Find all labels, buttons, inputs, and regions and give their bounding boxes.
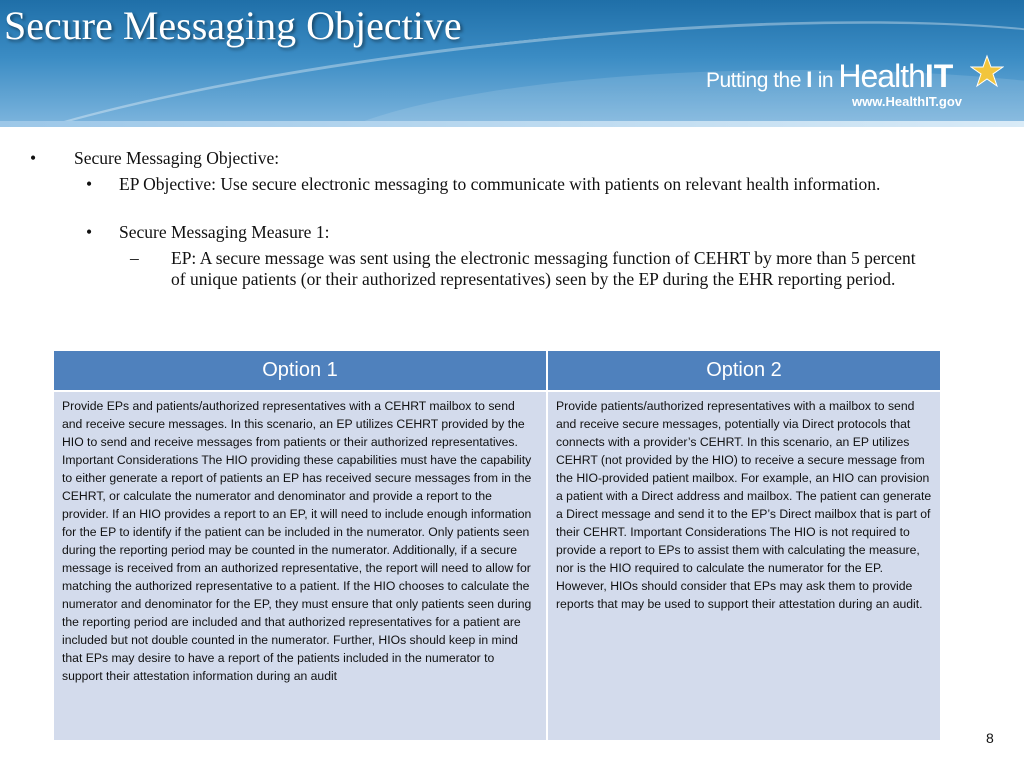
bullet-mark: • — [86, 174, 93, 194]
column-header-option-2: Option 2 — [547, 350, 941, 391]
bullet-text: EP Objective: Use secure electronic messaging to communicate with patients on relevant health information. — [119, 174, 881, 194]
options-table — [52, 349, 942, 742]
healthit-logo — [706, 52, 1006, 112]
logo-text-in: in — [812, 69, 839, 92]
logo-wordmark — [706, 58, 953, 95]
bullet-text: Secure Messaging Measure 1: — [119, 222, 330, 242]
slide-header — [0, 0, 1024, 127]
logo-text-putting: Putting the — [706, 69, 807, 92]
logo-text-i: I — [806, 67, 813, 92]
option-1-description: Provide EPs and patients/authorized representatives with a CEHRT mailbox to send and receive secure messages. In this scenario, an EP utilizes CEHRT provided by the HIO to send and receive messages from patients or their authorized representatives. Important Considerations The HIO providing these capabilities must have the capability to either generate a report of patients an EP has received secure messages from in the CEHRT, or calculate the numerator and denominator and provide a report to the provider. If an HIO provides a report to an EP, it will need to include enough information for the EP to identify if the patient can be included in the numerator. Only patients seen during the reporting period may be counted in the numerator. Additionally, if a secure message is received from an authorized representative, the report will need to allow for matching the authorized representative to a patient. If the HIO chooses to calculate the numerator and denominator for the EP, they must ensure that only patients seen during the reporting period are included and that authorized representatives for a patient are included but not double counted in the numerator. Further, HIOs should keep in mind that EPs may desire to have a report of the patients included in the numerator to support their attestation information during an audit — [53, 391, 547, 741]
header-band — [0, 121, 1024, 127]
bullet-text: EP: A secure message was sent using the electronic messaging function of CEHRT by more than 5 percent of unique patients (or their authorized representatives) seen by the EP during the EHR reporting period. — [171, 248, 916, 289]
option-2-description: Provide patients/authorized representatives with a mailbox to send and receive secure messages, potentially via Direct protocols that connects with a provider’s CEHRT. In this scenario, an EP utilizes CEHRT (not provided by the HIO) to receive a secure message from the HIO-provided patient mailbox. For example, an HIO can provision a patient with a Direct address and mailbox. The patient can generate a Direct message and send it to the EP’s Direct mailbox that is part of their CEHRT. Important Considerations The HIO is not required to provide a report to EPs to assist them with calculating the measure, nor is the HIO required to calculate the numerator for the EP. However, HIOs should consider that EPs may ask them to provide reports that may be used to support their attestation during an audit. — [547, 391, 941, 741]
logo-text-health: Health — [838, 58, 925, 94]
star-icon — [970, 54, 1004, 88]
dash-mark: – — [130, 248, 139, 268]
column-header-option-1: Option 1 — [53, 350, 547, 391]
table-header-row — [53, 350, 941, 391]
page-title: Secure Messaging Objective — [4, 3, 462, 48]
bullet-text: Secure Messaging Objective: — [74, 148, 280, 168]
table-row — [53, 391, 941, 741]
bullet-mark: • — [30, 148, 37, 168]
slide-number: 8 — [986, 730, 994, 746]
logo-url: www.HealthIT.gov — [852, 94, 963, 109]
logo-text-it: IT — [924, 58, 954, 94]
bullet-mark: • — [86, 222, 93, 242]
